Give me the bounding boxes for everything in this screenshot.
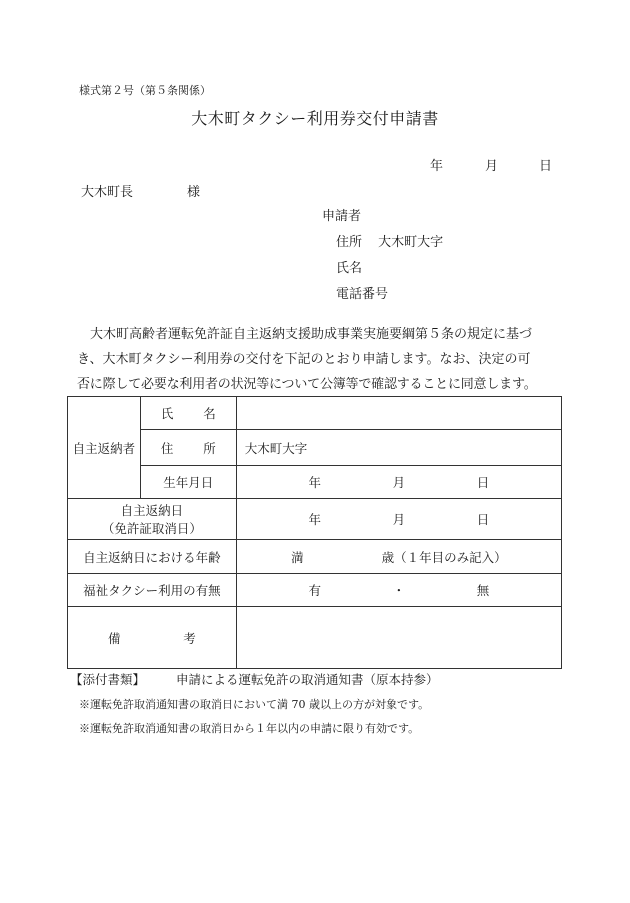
name-field[interactable] <box>236 397 561 430</box>
return-date-label-cell <box>68 499 237 540</box>
table-row <box>68 499 562 540</box>
age-prefix: 満 <box>291 549 304 565</box>
birth-label: 生年月日 <box>140 466 236 499</box>
welfare-label: 福祉タクシー利用の有無 <box>68 574 237 607</box>
note-1: ※運転免許取消通知書の取消日において満 70 歳以上の方が対象です。 <box>79 698 430 711</box>
remarks-label-char-1: 備 <box>108 630 121 646</box>
applicant-block <box>322 204 443 308</box>
birth-month: 月 <box>392 475 406 490</box>
table-row <box>68 397 562 430</box>
remarks-label-char-2: 考 <box>183 630 196 646</box>
address-value: 大木町大字 <box>244 440 308 456</box>
welfare-option-no[interactable]: 無 <box>476 583 490 598</box>
name-label-char-2: 名 <box>203 406 216 421</box>
age-field[interactable] <box>236 540 561 574</box>
return-date-label: 自主返納日 <box>120 503 184 518</box>
age-suffix: 歳（１年目のみ記入） <box>381 549 507 565</box>
body-line-2: き、大木町タクシー利用券の交付を下記のとおり申請します。なお、決定の可 <box>77 352 531 367</box>
table-row <box>68 574 562 607</box>
welfare-separator: ・ <box>392 583 406 598</box>
applicant-address <box>322 230 443 256</box>
body-line-1: 大木町高齢者運転免許証自主返納支援助成事業実施要綱第５条の規定に基づ <box>90 327 533 342</box>
table-row <box>68 430 562 466</box>
birth-date-field[interactable] <box>236 466 561 499</box>
application-table <box>67 396 562 669</box>
applicant-heading: 申請者 <box>322 209 362 224</box>
date-month-label: 月 <box>485 159 499 174</box>
addressee-honorific: 様 <box>187 185 201 200</box>
address-label-char-2: 所 <box>203 440 216 456</box>
addressee <box>81 181 201 200</box>
body-paragraph <box>77 322 561 397</box>
body-line-3: 否に際して必要な利用者の状況等について公簿等で確認することに同意します。 <box>77 377 537 392</box>
name-label-cell <box>140 397 236 430</box>
date-day-label: 日 <box>539 159 553 174</box>
address-label-char-1: 住 <box>160 440 174 456</box>
table-row <box>68 540 562 574</box>
applicant-address-value: 大木町大字 <box>378 235 444 250</box>
name-label-char-1: 氏 <box>160 406 174 421</box>
address-field[interactable] <box>236 430 561 466</box>
address-label-cell <box>140 430 236 466</box>
date-year-label: 年 <box>430 159 444 174</box>
remarks-field[interactable] <box>236 607 561 669</box>
birth-day: 日 <box>476 475 490 490</box>
returner-label: 自主返納者 <box>68 397 141 499</box>
note-2: ※運転免許取消通知書の取消日から１年以内の申請に限り有効です。 <box>79 722 420 735</box>
return-date-sublabel: （免許証取消日） <box>101 521 202 536</box>
attachments-value: 申請による運転免許の取消通知書（原本持参） <box>175 672 439 687</box>
addressee-name: 大木町長 <box>81 185 134 200</box>
form-number: 様式第２号（第５条関係） <box>79 84 211 97</box>
document-title: 大木町タクシー利用券交付申請書 <box>191 109 439 128</box>
return-year: 年 <box>308 512 322 527</box>
remarks-label-cell <box>68 607 237 669</box>
return-month: 月 <box>392 512 406 527</box>
welfare-option-yes[interactable]: 有 <box>308 583 322 598</box>
applicant-address-label: 住所 <box>336 235 363 250</box>
table-row <box>68 466 562 499</box>
table-row <box>68 607 562 669</box>
applicant-name-label: 氏名 <box>336 261 363 276</box>
attachments-label: 【添付書類】 <box>70 672 146 687</box>
welfare-choice[interactable] <box>236 574 561 607</box>
attachments <box>70 670 439 688</box>
birth-year: 年 <box>308 475 322 490</box>
applicant-phone-label: 電話番号 <box>336 287 389 302</box>
return-date-field[interactable] <box>236 499 561 540</box>
age-label: 自主返納日における年齢 <box>68 540 237 574</box>
return-day: 日 <box>476 512 490 527</box>
